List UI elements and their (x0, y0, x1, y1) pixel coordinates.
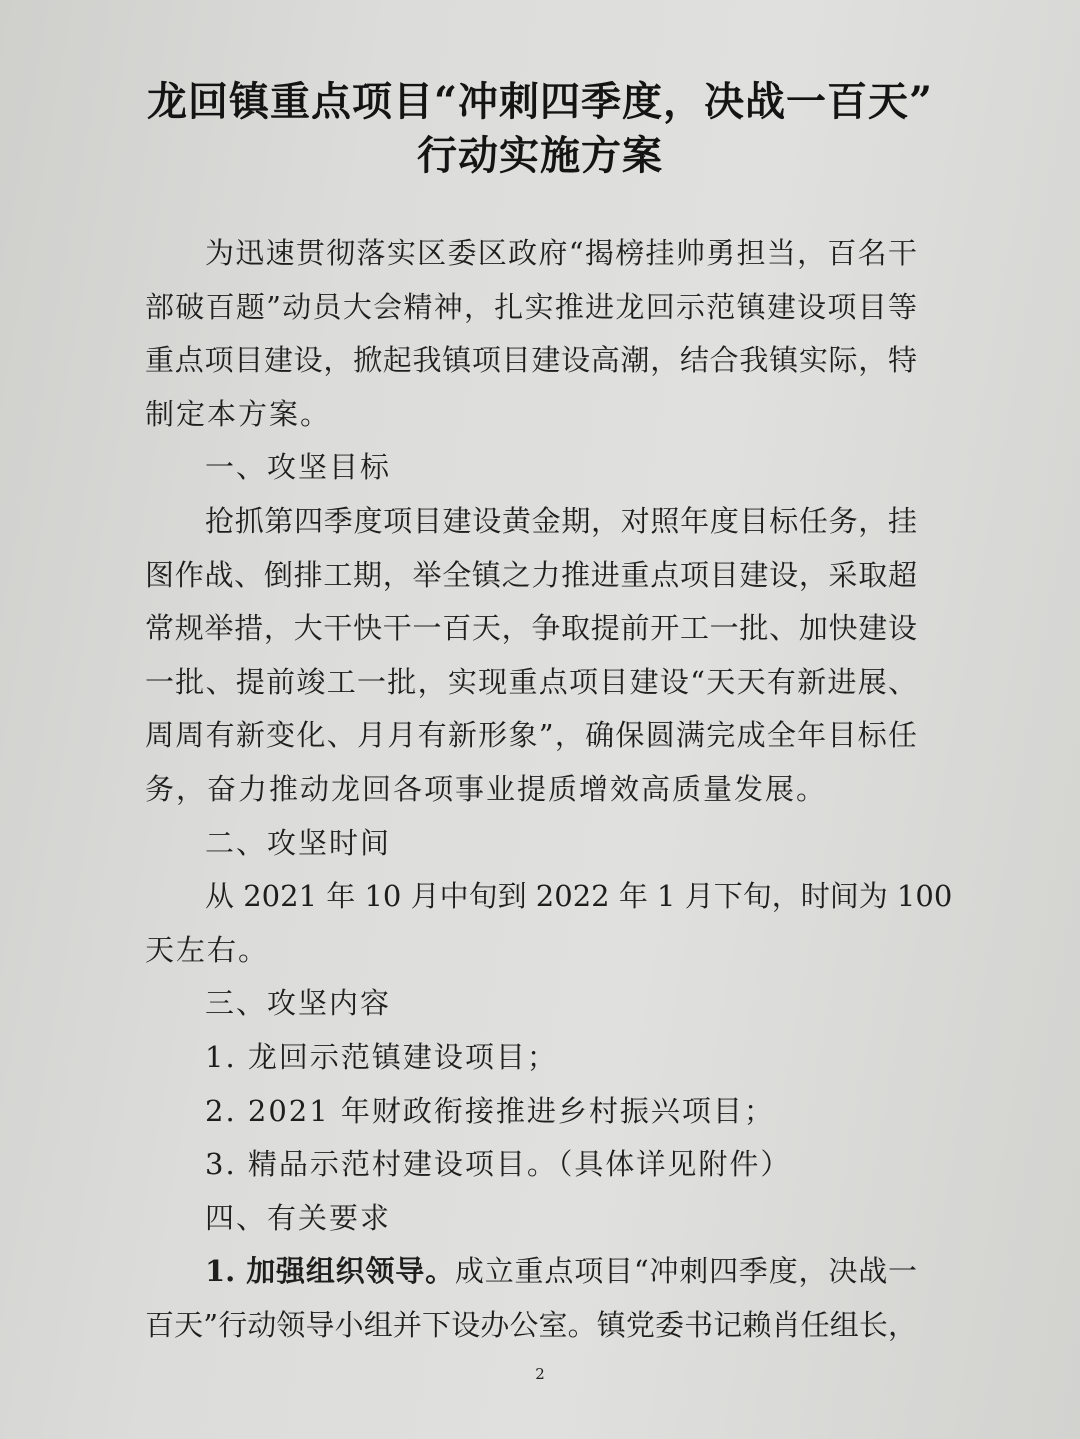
line-text: 天左右。 (145, 932, 270, 967)
line-text: 为迅速贯彻落实区委区政府“揭榜挂帅勇担当，百名干 (205, 236, 917, 270)
text-line (145, 709, 917, 763)
line-text: 务，奋力推动龙回各项事业提质增效高质量发展。 (145, 771, 828, 806)
document-title-line-2: 行动实施方案 (417, 132, 663, 179)
text-line (145, 441, 917, 495)
line-text: 成立重点项目“冲刺四季度，决战一 (454, 1254, 918, 1289)
line-text: 一、攻坚目标 (205, 450, 392, 485)
text-line (145, 656, 917, 710)
line-text: 图作战、倒排工期，举全镇之力推进重点项目建设，采取超 (145, 557, 917, 592)
text-line (145, 1245, 917, 1299)
line-text: 2. 2021 年财政衔接推进乡村振兴项目； (205, 1093, 775, 1128)
text-line (145, 602, 917, 656)
text-line (145, 549, 917, 603)
text-line (145, 924, 917, 978)
text-line (145, 281, 917, 335)
line-text: 1. 龙回示范镇建设项目； (205, 1039, 558, 1074)
text-line (145, 1192, 917, 1246)
line-text: 常规举措，大干快干一百天，争取提前开工一批、加快建设 (145, 611, 917, 646)
line-text: 重点项目建设，掀起我镇项目建设高潮，结合我镇实际，特 (145, 343, 917, 378)
text-line (145, 763, 917, 817)
line-text: 部破百题”动员大会精神，扎实推进龙回示范镇建设项目等 (145, 289, 917, 324)
line-text: 3. 精品示范村建设项目。（具体详见附件） (205, 1147, 792, 1182)
line-text: 四、有关要求 (205, 1200, 392, 1235)
text-line (145, 495, 917, 549)
line-text: 百天”行动领导小组并下设办公室。镇党委书记赖肖任组长， (145, 1307, 917, 1342)
line-text: 抢抓第四季度项目建设黄金期，对照年度目标任务，挂 (205, 503, 917, 538)
text-line (145, 1138, 917, 1192)
text-line (145, 1299, 917, 1353)
line-text: 三、攻坚内容 (205, 986, 392, 1021)
text-line (145, 334, 917, 388)
text-line (145, 1085, 917, 1139)
line-text: 二、攻坚时间 (205, 825, 392, 860)
bold-lead-text: 1. 加强组织领导。 (205, 1254, 455, 1289)
document-title-line-1: 龙回镇重点项目“冲刺四季度，决战一百天” (146, 78, 933, 125)
text-line (145, 227, 917, 281)
text-line (145, 817, 917, 871)
page-number: 2 (535, 1365, 545, 1383)
text-line (145, 977, 917, 1031)
line-text: 从 2021 年 10 月中旬到 2022 年 1 月下旬，时间为 100 (205, 879, 953, 914)
line-text: 周周有新变化、月月有新形象”，确保圆满完成全年目标任 (145, 718, 917, 753)
document-body (145, 227, 953, 1352)
line-text: 制定本方案。 (145, 396, 332, 431)
text-line (145, 388, 917, 442)
line-text: 一批、提前竣工一批，实现重点项目建设“天天有新进展、 (145, 664, 917, 699)
text-line (145, 1031, 917, 1085)
text-line (145, 870, 953, 924)
